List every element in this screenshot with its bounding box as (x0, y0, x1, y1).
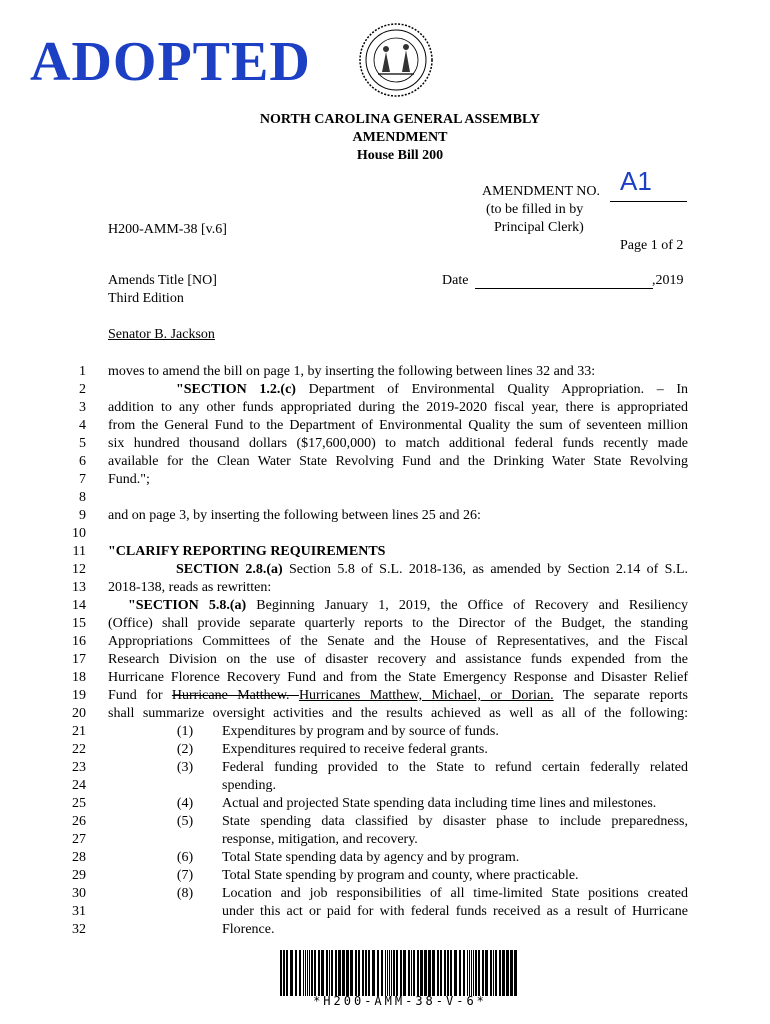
date-year: ,2019 (652, 273, 684, 288)
line-number: 28 (72, 850, 86, 865)
barcode-bar (355, 950, 357, 996)
barcode-bar (387, 950, 388, 996)
barcode-bar (428, 950, 431, 996)
list-item-text: response, mitigation, and recovery. (222, 832, 418, 847)
body-line-12 (176, 561, 688, 579)
section-text: Beginning January 1, 2019, the Office of Recovery and Resiliency (246, 598, 688, 613)
barcode-bar (413, 950, 415, 996)
barcode-bar (417, 950, 419, 996)
body-line-15: (Office) shall provide separate quarterly reports to the Director of the Budget, the standing (108, 616, 688, 631)
line-number: 27 (72, 832, 86, 847)
barcode-bar (471, 950, 472, 996)
barcode-bar (469, 950, 470, 996)
barcode-bar (396, 950, 398, 996)
body-line-3: addition to any other funds appropriated during the 2019-2020 fiscal year, there is appropriated (108, 400, 688, 415)
barcode-bar (450, 950, 452, 996)
line-number: 20 (72, 706, 86, 721)
amends-title: Amends Title [NO] (108, 273, 217, 288)
list-item-text: State spending data classified by disaster phase to include preparedness, (222, 814, 688, 829)
barcode-bar (286, 950, 288, 996)
line-number: 29 (72, 868, 86, 883)
list-item-number: (3) (176, 760, 194, 775)
amendment-number-line (610, 201, 687, 202)
body-line-7: Fund."; (108, 472, 150, 487)
line-number: 8 (79, 490, 86, 505)
line-number: 23 (72, 760, 86, 775)
line-number: 13 (72, 580, 86, 595)
barcode-bar (424, 950, 427, 996)
barcode-bar (454, 950, 457, 996)
barcode-bar (502, 950, 505, 996)
body-line-6: available for the Clean Water State Revolving Fund and the Drinking Water State Revolving (108, 454, 688, 469)
line-number: 17 (72, 652, 86, 667)
list-item-text: Total State spending data by agency and by program. (222, 850, 520, 865)
bill-title: House Bill 200 (356, 148, 444, 163)
barcode-bar (314, 950, 316, 996)
barcode-bar (280, 950, 282, 996)
body-line-5: six hundred thousand dollars ($17,600,000) to match additional federal funds recently made (108, 436, 688, 451)
list-item-text: Federal funding provided to the State to refund certain federally related (222, 760, 688, 775)
barcode-bar (482, 950, 484, 996)
barcode-bar (440, 950, 442, 996)
barcode-bar (389, 950, 390, 996)
list-item-text: Actual and projected State spending data including time lines and milestones. (222, 796, 657, 811)
line-number: 10 (72, 526, 86, 541)
barcode-bar (311, 950, 313, 996)
barcode-icon (280, 950, 520, 996)
edition: Third Edition (108, 291, 184, 306)
barcode-bar (420, 950, 423, 996)
section-heading: SECTION 2.8.(a) (176, 562, 283, 577)
line-number: 21 (72, 724, 86, 739)
body-line-14 (128, 597, 688, 615)
bill-code: H200-AMM-38 [v.6] (108, 222, 227, 237)
line-number: 16 (72, 634, 86, 649)
barcode-bar (499, 950, 501, 996)
barcode-bar (365, 950, 367, 996)
body-line-19 (108, 687, 688, 705)
sponsor: Senator B. Jackson (108, 327, 215, 342)
barcode-bar (459, 950, 461, 996)
barcode-bar (329, 950, 330, 996)
line-number: 25 (72, 796, 86, 811)
barcode-bar (385, 950, 386, 996)
inserted-text: Hurricanes Matthew, Michael, or Dorian. (298, 688, 554, 703)
section-text: Section 5.8 of S.L. 2018-136, as amended by Section 2.14 of S.L. (282, 562, 688, 577)
body-line-13: 2018-138, reads as rewritten: (108, 580, 272, 595)
list-item-number: (7) (176, 868, 194, 883)
list-item-text: Expenditures required to receive federal grants. (222, 742, 488, 757)
line-number: 12 (72, 562, 86, 577)
document-type: AMENDMENT (352, 130, 448, 145)
list-item-number: (2) (176, 742, 194, 757)
barcode-bar (485, 950, 488, 996)
fill-note-line2: Principal Clerk) (494, 220, 584, 235)
barcode-bar (411, 950, 412, 996)
line-number: 19 (72, 688, 86, 703)
section-heading: "SECTION 1.2.(c) (176, 382, 296, 397)
barcode-bar (346, 950, 349, 996)
line-number: 24 (72, 778, 86, 793)
barcode-bar (331, 950, 333, 996)
barcode-bar (495, 950, 497, 996)
barcode-bar (490, 950, 492, 996)
barcode-bar (493, 950, 494, 996)
barcode-bar (318, 950, 320, 996)
barcode-bar (358, 950, 360, 996)
barcode-bar (377, 950, 379, 996)
barcode-bar (447, 950, 449, 996)
line-number: 22 (72, 742, 86, 757)
barcode-bar (335, 950, 337, 996)
date-label: Date (442, 273, 469, 288)
list-item-text: Expenditures by program and by source of funds. (222, 724, 499, 739)
line-number: 30 (72, 886, 86, 901)
body-line-16: Appropriations Committees of the Senate and the House of Representatives, and the Fiscal (108, 634, 688, 649)
line-number: 18 (72, 670, 86, 685)
barcode-bar (475, 950, 477, 996)
barcode-bar (510, 950, 513, 996)
line-number: 5 (79, 436, 86, 451)
line-number: 11 (72, 544, 86, 559)
barcode-bar (473, 950, 474, 996)
page-indicator: Page 1 of 2 (620, 238, 684, 253)
line-number: 3 (79, 400, 86, 415)
body-line-11: "CLARIFY REPORTING REQUIREMENTS (108, 544, 386, 559)
list-item-text: spending. (222, 778, 277, 793)
barcode-bar (309, 950, 310, 996)
barcode-bar (283, 950, 285, 996)
line-number: 1 (79, 364, 86, 379)
barcode-bar (391, 950, 392, 996)
barcode-bar (372, 950, 375, 996)
barcode-bar (303, 950, 304, 996)
line-number: 15 (72, 616, 86, 631)
amendment-number-label: AMENDMENT NO. (482, 184, 600, 199)
list-item-text: Florence. (222, 922, 275, 937)
line-number: 31 (72, 904, 86, 919)
line-number: 4 (79, 418, 86, 433)
barcode-bar (463, 950, 465, 996)
barcode-bar (326, 950, 328, 996)
amendment-number-value: A1 (620, 166, 652, 196)
list-item-number: (8) (176, 886, 194, 901)
struck-text: Hurricane Matthew. (171, 688, 299, 703)
barcode-bar (321, 950, 324, 996)
assembly-title: NORTH CAROLINA GENERAL ASSEMBLY (259, 112, 541, 127)
body-line-17: Research Division on the use of disaster recovery and assistance funds expended from the (108, 652, 688, 667)
state-seal-icon (358, 22, 434, 98)
adopted-stamp: ADOPTED (30, 31, 311, 93)
body-line-2 (176, 381, 688, 399)
list-item-number: (5) (176, 814, 194, 829)
barcode-bar (338, 950, 341, 996)
barcode-bar (393, 950, 395, 996)
body-line-18: Hurricane Florence Recovery Fund and from the State Emergency Response and Disaster Relief (108, 670, 688, 685)
barcode-text: *H200-AMM-38-V-6* (313, 994, 487, 1008)
barcode-bar (506, 950, 509, 996)
barcode-bar (299, 950, 301, 996)
list-item-number: (6) (176, 850, 194, 865)
date-line (475, 288, 653, 289)
line-number: 2 (79, 382, 86, 397)
barcode-bar (295, 950, 297, 996)
list-item-text: Location and job responsibilities of all time-limited State positions created (222, 886, 688, 901)
line-number: 14 (72, 598, 86, 613)
fill-note-line1: (to be filled in by (486, 202, 584, 217)
barcode-bar (437, 950, 439, 996)
line-number: 26 (72, 814, 86, 829)
barcode-bar (290, 950, 293, 996)
list-item-text: under this act or paid for with federal funds received as a result of Hurricane (222, 904, 688, 919)
barcode-bar (307, 950, 308, 996)
barcode-bar (514, 950, 517, 996)
barcode-bar (403, 950, 406, 996)
barcode-bar (342, 950, 345, 996)
line-number: 32 (72, 922, 86, 937)
list-item-number: (1) (176, 724, 194, 739)
barcode-bar (368, 950, 370, 996)
barcode-bar (467, 950, 468, 996)
barcode-bar (362, 950, 364, 996)
list-item-text: Total State spending by program and county, where practicable. (222, 868, 579, 883)
barcode-bar (408, 950, 410, 996)
barcode-bar (444, 950, 446, 996)
barcode-bar (381, 950, 383, 996)
list-item-number: (4) (176, 796, 194, 811)
body-line-1: moves to amend the bill on page 1, by inserting the following between lines 32 and 33: (108, 364, 596, 379)
body-line-20: shall summarize oversight activities and the results achieved as well as all of the following: (108, 706, 688, 721)
barcode-bar (478, 950, 480, 996)
body-line-4: from the General Fund to the Department of Environmental Quality the sum of seventeen million (108, 418, 688, 433)
barcode-bar (305, 950, 306, 996)
barcode-bar (350, 950, 353, 996)
line-number: 9 (79, 508, 86, 523)
text: The separate reports (553, 688, 688, 703)
body-line-9: and on page 3, by inserting the following between lines 25 and 26: (108, 508, 481, 523)
text: Fund for (108, 688, 172, 703)
barcode-bar (400, 950, 402, 996)
barcode-bar (432, 950, 435, 996)
section-heading: "SECTION 5.8.(a) (128, 598, 247, 613)
section-text: Department of Environmental Quality Appropriation. – In (295, 382, 688, 397)
line-number: 6 (79, 454, 86, 469)
line-number: 7 (79, 472, 86, 487)
